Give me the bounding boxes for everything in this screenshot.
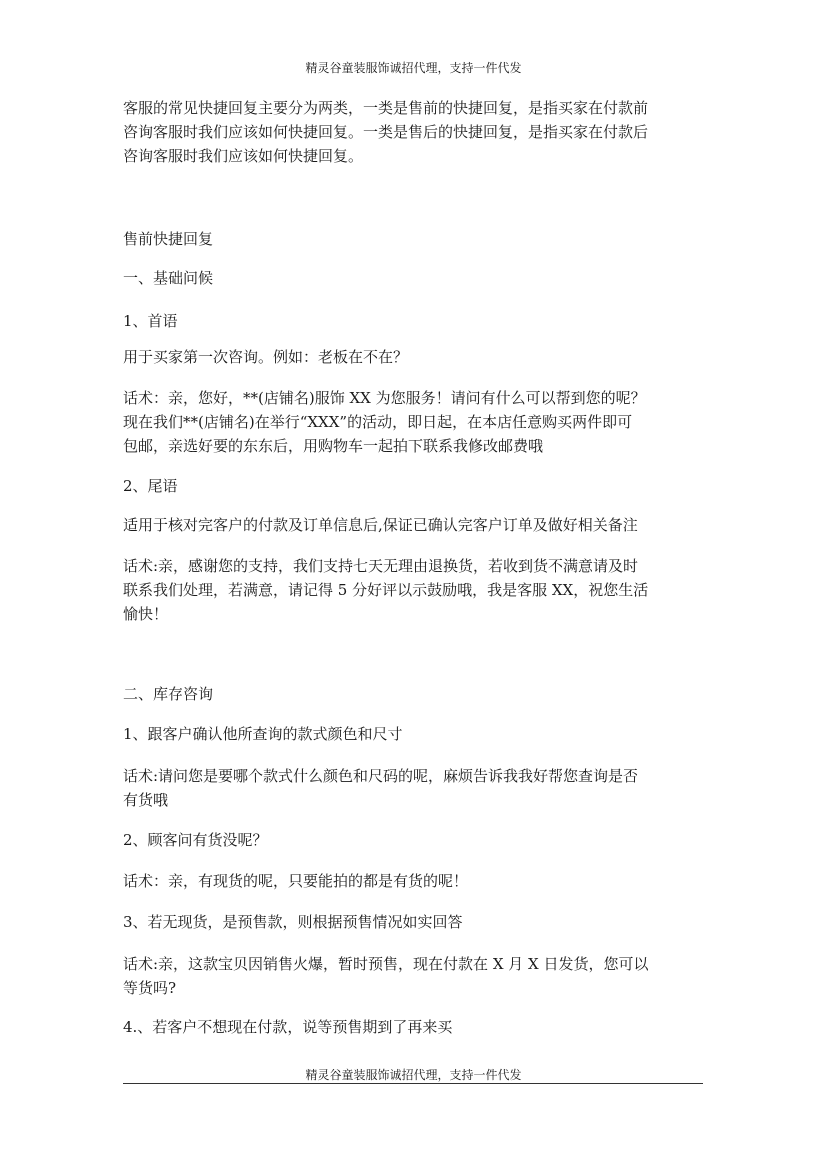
section-1-1-description: 用于买家第一次咨询。例如：老板在不在？ bbox=[123, 348, 409, 366]
section-2-2-heading: 2、顾客问有货没呢？ bbox=[123, 831, 268, 849]
section-2-3-heading: 3、若无现货，是预售款，则根据预售情况如实回答 bbox=[123, 913, 463, 931]
presale-title: 售前快捷回复 bbox=[123, 230, 214, 248]
section-1-1-script: 话术：亲，您好，**(店铺名)服饰 XX 为您服务！请问有什么可以帮到您的呢？ 现在我们**(店铺名)在举行“XXX”的活动，即日起，在本店任意购买两件即可 包邮，亲选好要的东东后，用购物车一起拍下联系我修改邮费哦 bbox=[123, 389, 646, 455]
section-1-heading: 一、基础问候 bbox=[123, 269, 214, 287]
page-footer: 精灵谷童装服饰诚招代理，支持一件代发 bbox=[305, 1068, 522, 1082]
page-header: 精灵谷童装服饰诚招代理，支持一件代发 bbox=[305, 61, 522, 75]
section-2-1-script: 话术:请问您是要哪个款式什么颜色和尺码的呢，麻烦告诉我我好帮您查询是否 有货哦 bbox=[123, 767, 639, 809]
section-1-2-script: 话术:亲，感谢您的支持，我们支持七天无理由退换货，若收到货不满意请及时 联系我们处理，若满意，请记得 5 分好评以示鼓励哦，我是客服 XX，祝您生活 愉快！ bbox=[123, 557, 649, 623]
section-2-1-heading: 1、跟客户确认他所查询的款式颜色和尺寸 bbox=[123, 725, 403, 743]
section-2-heading: 二、库存咨询 bbox=[123, 685, 214, 703]
section-1-2-heading: 2、尾语 bbox=[123, 477, 178, 495]
footer-divider bbox=[123, 1083, 703, 1084]
intro-paragraph: 客服的常见快捷回复主要分为两类，一类是售前的快捷回复，是指买家在付款前 咨询客服时我们应该如何快捷回复。一类是售后的快捷回复，是指买家在付款后 咨询客服时我们应该如何快捷回复。 bbox=[123, 99, 649, 165]
section-2-4-heading: 4.、若客户不想现在付款，说等预售期到了再来买 bbox=[123, 1018, 453, 1036]
section-2-3-script: 话术:亲，这款宝贝因销售火爆，暂时预售，现在付款在 X 月 X 日发货，您可以 等货吗? bbox=[123, 955, 649, 997]
section-1-2-description: 适用于核对完客户的付款及订单信息后,保证已确认完客户订单及做好相关备注 bbox=[123, 516, 638, 534]
section-2-2-script: 话术：亲，有现货的呢，只要能拍的都是有货的呢！ bbox=[123, 872, 469, 890]
section-1-1-heading: 1、首语 bbox=[123, 312, 178, 330]
